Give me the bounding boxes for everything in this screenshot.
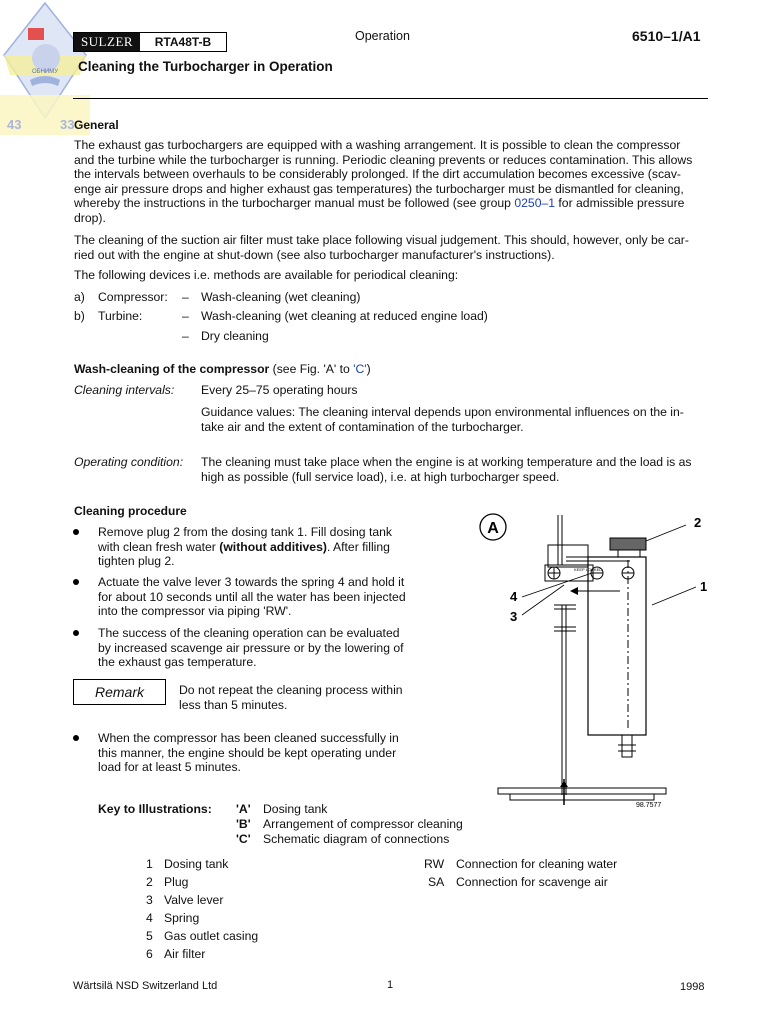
text-line: the intervals between overhauls to be considerably prolonged. If the dirt accumulation becomes excessive (scav- (74, 167, 681, 182)
procedure-step-1 (98, 525, 418, 569)
part-number: 3 (146, 893, 153, 907)
header-divider (73, 98, 708, 99)
general-paragraph-3: The following devices i.e. methods are available for periodical cleaning: (74, 268, 459, 282)
method-target: Compressor: (98, 290, 168, 304)
part-name: Gas outlet casing (164, 929, 259, 943)
method-target: Turbine: (98, 309, 143, 323)
footer-page-number: 1 (387, 979, 394, 991)
part-number: 5 (146, 929, 153, 943)
condition-text (201, 455, 708, 484)
procedure-heading: Cleaning procedure (74, 504, 187, 518)
method-dash: – (182, 309, 189, 323)
section-name: Operation (355, 29, 410, 43)
procedure-step-3 (98, 626, 418, 670)
watermark-page-left: 43 (7, 117, 22, 132)
brand-logo (73, 32, 227, 52)
callout-spring: 4 (510, 589, 518, 604)
procedure-step-4 (98, 731, 418, 775)
method-dash: – (182, 329, 189, 343)
bullet-icon (73, 579, 79, 585)
part-name: Plug (164, 875, 189, 889)
text-line: this manner, the engine should be kept operating under (98, 745, 397, 760)
watermark-stamp-icon (0, 0, 90, 135)
bullet-icon (73, 630, 79, 636)
remark-text (179, 683, 424, 712)
dosing-tank-figure (470, 505, 740, 815)
text-line: into the compressor via piping 'RW'. (98, 604, 292, 619)
text-line: The cleaning of the suction air filter must take place following visual judgement. This should, however, only be car- (74, 233, 689, 247)
text-line: high as possible (full service load), i.e. at high turbocharger speed. (201, 469, 560, 484)
callout-dosing-tank: 1 (700, 579, 708, 594)
connection-name: Connection for scavenge air (456, 875, 608, 889)
key-text: Dosing tank (263, 802, 328, 816)
part-name: Air filter (164, 947, 206, 961)
guidance-text (201, 405, 708, 434)
text-line: by increased scavenge air pressure or by the lowering of (98, 640, 404, 655)
bullet-icon (73, 529, 79, 535)
callout-valve-lever: 3 (510, 609, 518, 624)
procedure-step-2 (98, 575, 418, 619)
method-letter: b) (74, 309, 85, 323)
text-line: and the turbine while the turbocharger is running. Periodic cleaning prevents or reduces contamination. This allows (74, 152, 693, 167)
key-code: 'C' (236, 832, 251, 846)
text-line: drop). (74, 210, 106, 225)
valve-nameplate: KEEP LOCKED (574, 567, 603, 572)
text-line: Do not repeat the cleaning process within (179, 683, 403, 697)
document-code: 6510–1/A1 (632, 28, 701, 44)
page-title: Cleaning the Turbocharger in Operation (78, 59, 333, 74)
part-number: 4 (146, 911, 153, 925)
general-paragraph-1 (74, 138, 708, 226)
group-link[interactable]: 0250–1 (514, 196, 556, 211)
text-line: load for at least 5 minutes. (98, 760, 241, 775)
callout-plug: 2 (694, 515, 702, 530)
remark-label: Remark (73, 679, 166, 705)
key-title: Key to Illustrations: (98, 802, 212, 816)
intervals-value: Every 25–75 operating hours (201, 383, 358, 397)
connection-name: Connection for cleaning water (456, 857, 618, 871)
drawing-number: 98.7577 (636, 802, 662, 809)
text-line: take air and the extent of contamination of the turbocharger. (201, 419, 524, 434)
footer-company: Wärtsilä NSD Switzerland Ltd (73, 980, 218, 992)
text-line: Actuate the valve lever 3 towards the spring 4 and hold it (98, 575, 405, 589)
part-number: 1 (146, 857, 153, 871)
text-line: with clean fresh water (without additives). After filling (98, 539, 390, 554)
method-name: Dry cleaning (201, 329, 269, 343)
key-text: Arrangement of compressor cleaning (263, 817, 463, 831)
text-line: less than 5 minutes. (179, 697, 288, 712)
watermark-page-right: 33 (60, 117, 75, 132)
text-line: Remove plug 2 from the dosing tank 1. Fill dosing tank (98, 525, 393, 539)
watermark-stamp-text: ОБНИМУ (31, 69, 59, 75)
condition-label: Operating condition: (74, 455, 184, 469)
connection-code: SA (428, 875, 445, 889)
method-dash: – (182, 290, 189, 304)
text-line: the exhaust gas temperature. (98, 655, 257, 670)
part-number: 6 (146, 947, 153, 961)
general-paragraph-2 (74, 233, 708, 262)
text-line: whereby the instructions in the turbocharger manual must be followed (see group 0250–1 for admissible pressure (74, 196, 685, 211)
text-line: for about 10 seconds until all the water has been injected (98, 589, 406, 604)
text-line: The exhaust gas turbochargers are equipped with a washing arrangement. It is possible to clean the compressor (74, 138, 681, 152)
bullet-icon (73, 735, 79, 741)
text-line: Guidance values: The cleaning interval depends upon environmental influences on the in- (201, 405, 684, 419)
engine-model: RTA48T-B (154, 35, 212, 49)
figure-c-link[interactable]: 'C' (353, 362, 367, 376)
key-text: Schematic diagram of connections (263, 832, 450, 846)
part-name: Valve lever (164, 893, 224, 907)
figure-label: A (487, 520, 499, 537)
method-name: Wash-cleaning (wet cleaning at reduced engine load) (201, 309, 488, 323)
method-letter: a) (74, 290, 85, 304)
text-line: enge air pressure drops and higher exhaust gas temperatures) the turbocharger must be dismantled for cleaning, (74, 181, 684, 196)
text-line: The cleaning must take place when the engine is at working temperature and the load is as (201, 455, 692, 469)
general-heading: General (74, 118, 119, 132)
brand-name: SULZER (74, 33, 140, 51)
part-name: Spring (164, 911, 200, 925)
connection-code: RW (424, 857, 445, 871)
text-line: tighten plug 2. (98, 554, 175, 569)
intervals-label: Cleaning intervals: (74, 383, 175, 397)
wash-heading: Wash-cleaning of the compressor (see Fig. 'A' to 'C') (74, 362, 371, 376)
text-line: The success of the cleaning operation can be evaluated (98, 626, 400, 640)
part-name: Dosing tank (164, 857, 229, 871)
key-code: 'A' (236, 802, 251, 816)
footer-year: 1998 (680, 981, 705, 993)
text-line: When the compressor has been cleaned successfully in (98, 731, 399, 745)
method-name: Wash-cleaning (wet cleaning) (201, 290, 361, 304)
key-code: 'B' (236, 817, 251, 831)
text-line: ried out with the engine at shut-down (see also turbocharger manufacturer's instructions). (74, 247, 555, 262)
part-number: 2 (146, 875, 153, 889)
